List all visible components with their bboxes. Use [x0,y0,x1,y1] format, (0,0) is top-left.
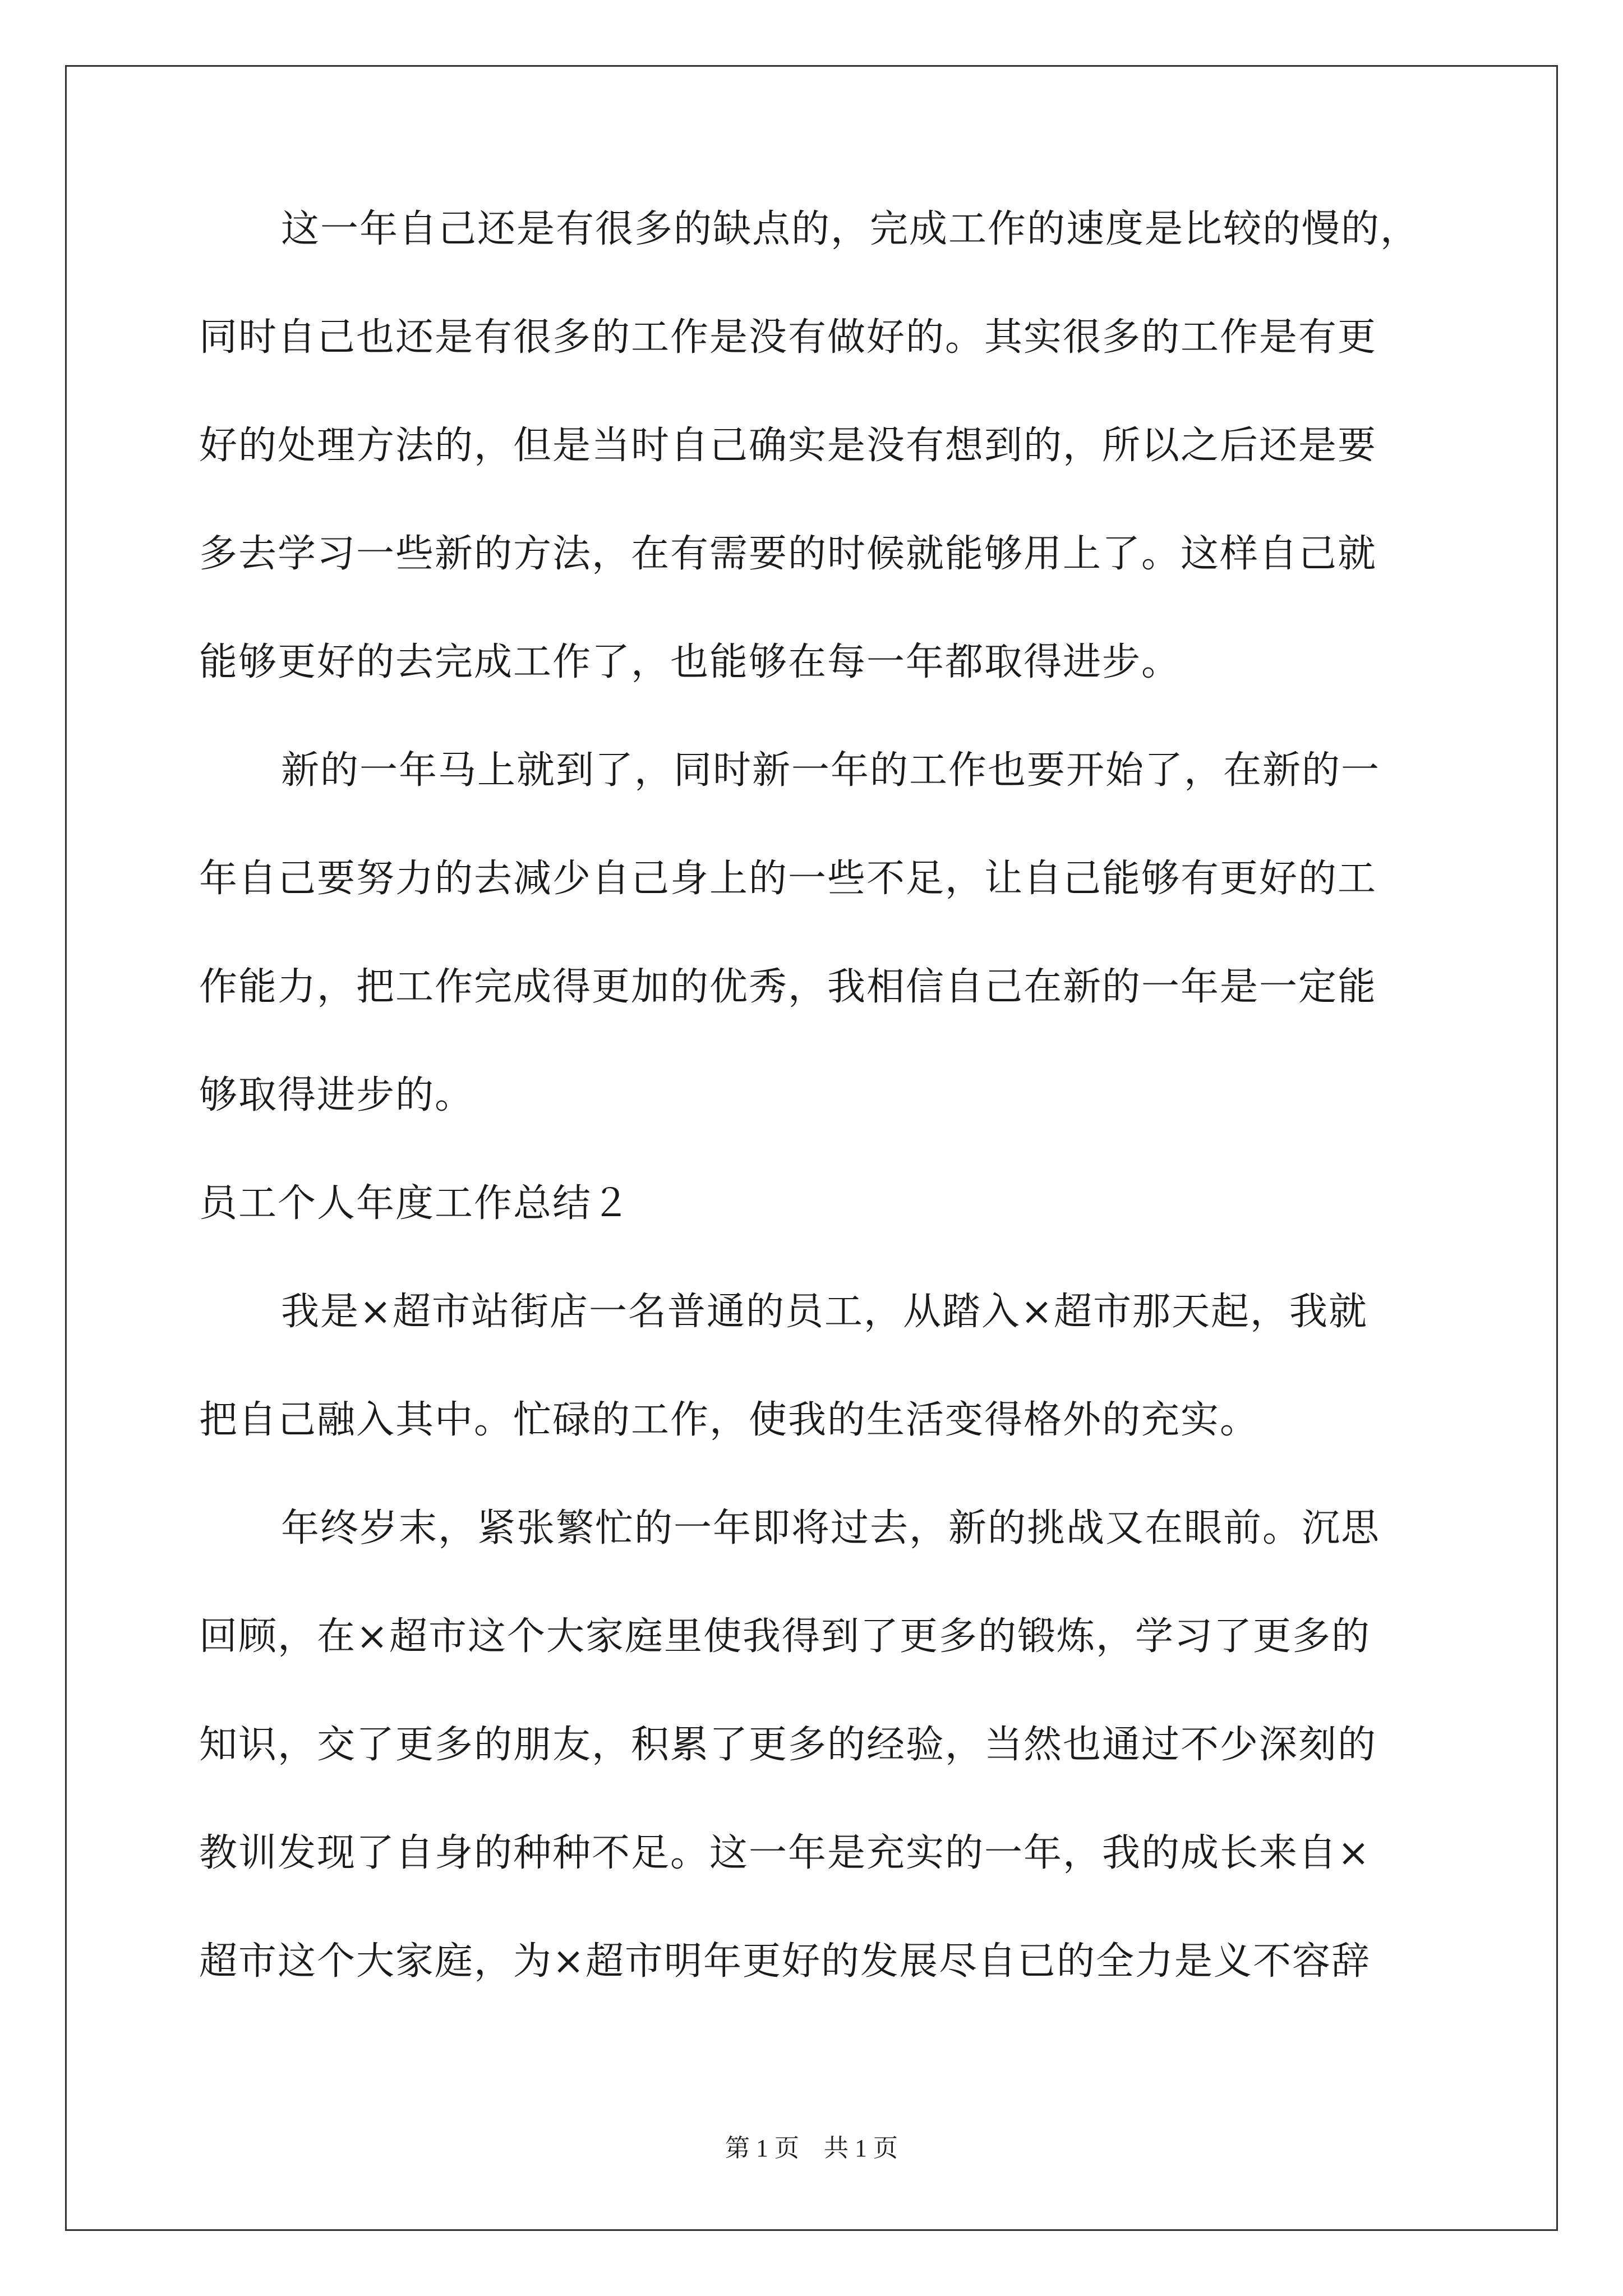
text-line: 教训发现了自身的种种不足。这一年是充实的一年，我的成长来自× [199,1831,1371,1875]
text-line: 年终岁末，紧张繁忙的一年即将过去，新的挑战又在眼前。沉思 [281,1506,1381,1550]
section-heading: 员工个人年度工作总结２ [199,1181,631,1226]
text-line: 同时自己也还是有很多的工作是没有做好的。其实很多的工作是有更 [199,315,1377,360]
text-line: 新的一年马上就到了，同时新一年的工作也要开始了，在新的一 [281,748,1381,793]
text-line: 把自己融入其中。忙碌的工作，使我的生活变得格外的充实。 [199,1398,1260,1442]
text-line: 多去学习一些新的方法，在有需要的时候就能够用上了。这样自己就 [199,532,1377,576]
text-line: 能够更好的去完成工作了，也能够在每一年都取得进步。 [199,640,1181,684]
text-line: 好的处理方法的，但是当时自己确实是没有想到的，所以之后还是要 [199,424,1377,468]
document-body [199,207,1433,2051]
text-line: 回顾，在×超市这个大家庭里使我得到了更多的锻炼，学习了更多的 [199,1614,1371,1659]
text-line: 够取得进步的。 [199,1073,474,1117]
text-line: 这一年自己还是有很多的缺点的，完成工作的速度是比较的慢的， [281,207,1420,251]
text-line: 超市这个大家庭，为×超市明年更好的发展尽自已的全力是义不容辞 [199,1939,1371,1984]
text-line: 知识，交了更多的朋友，积累了更多的经验，当然也通过不少深刻的 [199,1723,1377,1767]
text-line: 年自己要努力的去减少自己身上的一些不足，让自己能够有更好的工 [199,857,1377,901]
text-line: 作能力，把工作完成得更加的优秀，我相信自己在新的一年是一定能 [199,965,1377,1009]
text-line: 我是×超市站街店一名普通的员工，从踏入×超市那天起，我就 [281,1290,1368,1334]
page-number: 第 1 页 共 1 页 [725,2134,898,2162]
